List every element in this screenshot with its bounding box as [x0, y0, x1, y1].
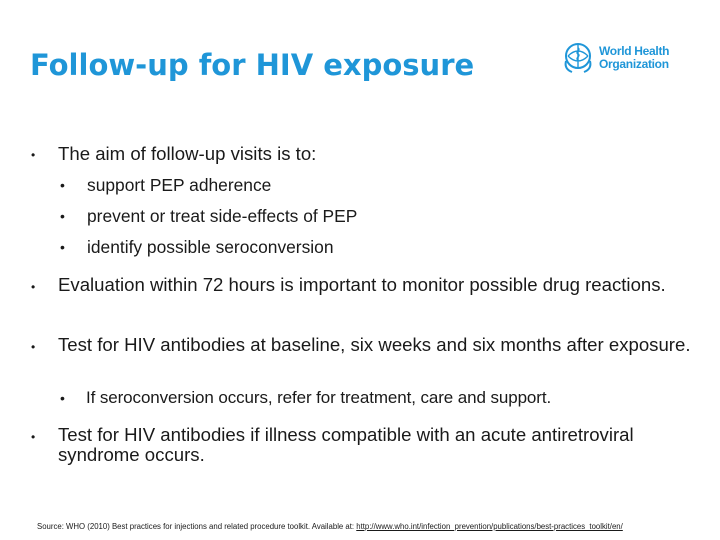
bullet: •: [31, 430, 36, 444]
bullet-item-3: Test for HIV antibodies at baseline, six weeks and six months after exposure.: [58, 334, 691, 355]
slide-title: Follow-up for HIV exposure: [30, 48, 475, 82]
sub-item-3-1: If seroconversion occurs, refer for treatment, care and support.: [86, 388, 552, 407]
bullet: •: [31, 340, 36, 354]
bullet: •: [31, 280, 36, 294]
sub-bullet: •: [60, 177, 65, 193]
who-logo-line1: World Health: [599, 44, 670, 58]
source-prefix: Source: WHO (2010) Best practices for injections and related procedure toolkit. Available at:: [37, 522, 357, 531]
source-link[interactable]: http://www.who.int/infection_prevention/publications/best-practices_toolkit/en/: [356, 522, 623, 531]
sub-bullet: •: [60, 208, 65, 224]
source-citation: [37, 522, 623, 531]
bullet: •: [31, 148, 36, 162]
sub-bullet: •: [60, 390, 65, 406]
sub-bullet: •: [60, 239, 65, 255]
bullet-item-2: Evaluation within 72 hours is important to monitor possible drug reactions.: [58, 274, 666, 295]
sub-item-1-2: prevent or treat side-effects of PEP: [87, 206, 358, 226]
bullet-item-1: The aim of follow-up visits is to:: [58, 143, 317, 164]
who-logo-line2: Organization: [599, 57, 669, 71]
sub-item-1-1: support PEP adherence: [87, 175, 272, 195]
bullet-item-4: Test for HIV antibodies if illness compatible with an acute antiretroviral syndrome occurs.: [58, 424, 634, 465]
sub-item-1-3: identify possible seroconversion: [87, 237, 334, 257]
